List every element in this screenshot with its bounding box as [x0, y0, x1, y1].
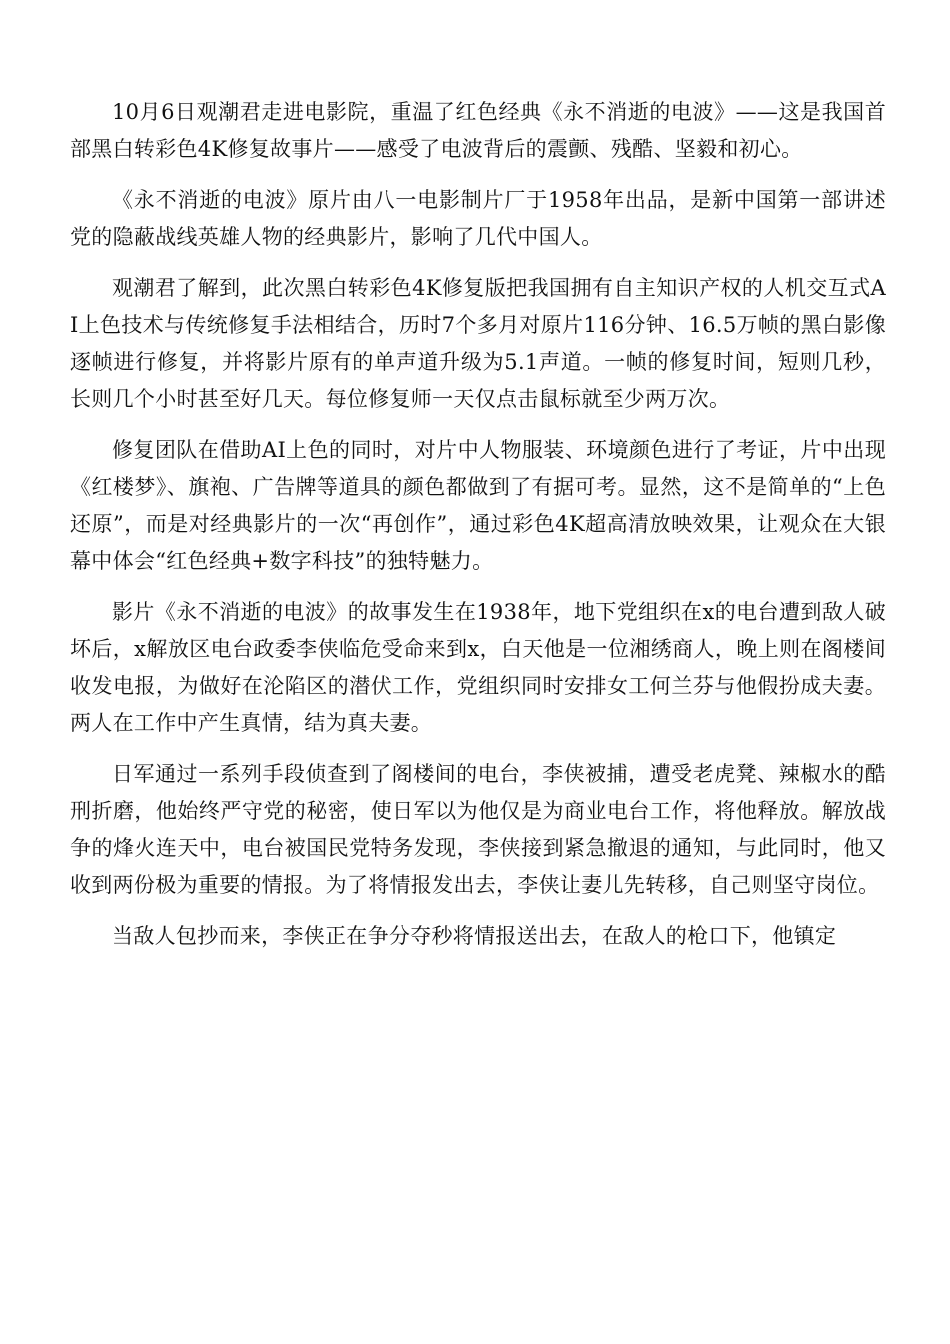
- paragraph-5: 影片《永不消逝的电波》的故事发生在1938年，地下党组织在x的电台遭到敌人破坏后，x解放区电台政委李侠临危受命来到x，白天他是一位湘绣商人，晚上则在阁楼间收发电报，为做好在沦陷区的潜伏工作，党组织同时安排女工何兰芬与他假扮成夫妻。两人在工作中产生真情，结为真夫妻。: [70, 600, 886, 735]
- paragraph-2: 《永不消逝的电波》原片由八一电影制片厂于1958年出品，是新中国第一部讲述党的隐蔽战线英雄人物的经典影片，影响了几代中国人。: [70, 188, 886, 249]
- paragraph-4: 修复团队在借助AI上色的同时，对片中人物服装、环境颜色进行了考证，片中出现《红楼梦》、旗袍、广告牌等道具的颜色都做到了有据可考。显然，这不是简单的“上色还原”，而是对经典影片的一次“再创作”，通过彩色4K超高清放映效果，让观众在大银幕中体会“红色经典+数字科技”的独特魅力。: [70, 438, 886, 573]
- paragraph-7: 当敌人包抄而来，李侠正在争分夺秒将情报送出去，在敌人的枪口下，他镇定: [112, 924, 837, 948]
- paragraph-6: 日军通过一系列手段侦查到了阁楼间的电台，李侠被捕，遭受老虎凳、辣椒水的酷刑折磨，他始终严守党的秘密，使日军以为他仅是为商业电台工作，将他释放。解放战争的烽火连天中，电台被国民党特务发现，李侠接到紧急撤退的通知，与此同时，他又收到两份极为重要的情报。为了将情报发出去，李侠让妻儿先转移，自己则坚守岗位。: [70, 762, 886, 897]
- paragraph-1: 10月6日观潮君走进电影院，重温了红色经典《永不消逝的电波》——这是我国首部黑白转彩色4K修复故事片——感受了电波背后的震颤、残酷、坚毅和初心。: [70, 100, 886, 161]
- paragraph-3: 观潮君了解到，此次黑白转彩色4K修复版把我国拥有自主知识产权的人机交互式AI上色技术与传统修复手法相结合，历时7个多月对原片116分钟、16.5万帧的黑白影像逐帧进行修复，并将影片原有的单声道升级为5.1声道。一帧的修复时间，短则几秒，长则几个小时甚至好几天。每位修复师一天仅点击鼠标就至少两万次。: [70, 276, 886, 411]
